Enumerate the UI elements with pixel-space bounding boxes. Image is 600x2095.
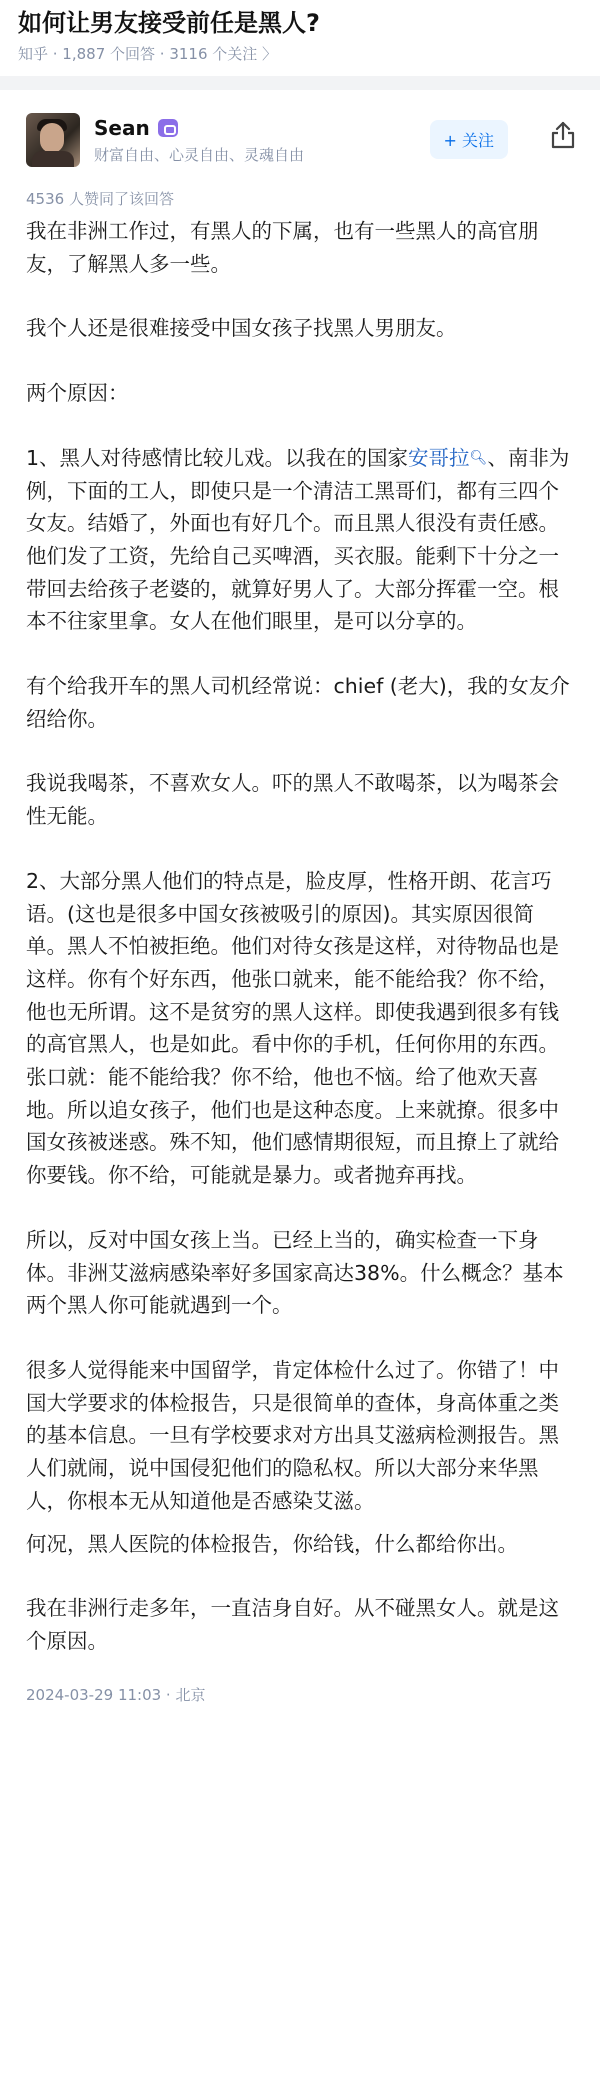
question-title[interactable]: 如何让男友接受前任是黑人?: [18, 9, 320, 37]
author-row: [0, 90, 600, 170]
answer-paragraph: 我在非洲行走多年，一直洁身自好。从不碰黑女人。就是这个原因。: [26, 1596, 559, 1653]
share-icon[interactable]: [550, 120, 576, 150]
question-header: [0, 0, 600, 68]
search-icon[interactable]: 🔍︎: [469, 449, 488, 466]
answer-paragraph: 两个原因：: [26, 381, 129, 406]
answer-paragraph: 我说我喝茶，不喜欢女人。吓的黑人不敢喝茶，以为喝茶会性无能。: [26, 771, 559, 829]
answer-paragraph: 我个人还是很难接受中国女孩子找黑人男朋友。: [26, 316, 457, 341]
agree-count: 4536 人赞同了该回答: [26, 190, 174, 208]
member-badge-icon: [158, 119, 178, 137]
follow-button[interactable]: + 关注: [430, 120, 509, 159]
answer-paragraph: 有个给我开车的黑人司机经常说：chief (老大)，我的女友介绍给你。: [26, 674, 570, 731]
answer-paragraph: 2、大部分黑人他们的特点是，脸皮厚，性格开朗、花言巧语。(这也是很多中国女孩被吸引的原因)。其实原因很简单。黑人不怕被拒绝。他们对待女孩是这样，对待物品也是这样。你有个好东西，他张口就来，能不能给我？你不给，他也无所谓。这不是贫穷的黑人这样。即使我遇到很多有钱的高官黑人，也是如此。看中你的手机，任何你用的东西。张口就：能不能给我？你不给，他也不恼。给了他欢天喜地。所以追女孩子，他们也是这种态度。上来就撩。很多中国女孩被迷惑。殊不知，他们感情期很短，而且撩上了就给你要钱。你不给，可能就是暴力。或者抛弃再找。: [26, 868, 559, 1188]
section-divider: [0, 76, 600, 90]
paragraph-text: 1、黑人对待感情比较儿戏。以我在的国家: [26, 445, 409, 470]
search-link[interactable]: 安哥拉: [408, 445, 470, 470]
answer-content: [0, 209, 600, 1658]
author-name-row: [94, 116, 304, 140]
author-info: [94, 116, 304, 165]
answer-paragraph: 我在非洲工作过，有黑人的下属，也有一些黑人的高官朋友，了解黑人多一些。: [26, 219, 539, 276]
avatar[interactable]: [26, 113, 80, 167]
author-name[interactable]: Sean: [94, 115, 150, 140]
answer-paragraph: 所以，反对中国女孩上当。已经上当的，确实检查一下身体。非洲艾滋病感染率好多国家高达38%。什么概念？基本两个黑人你可能就遇到一个。: [26, 1227, 564, 1318]
answer-date-location: 2024-03-29 11:03 · 北京: [26, 1685, 206, 1704]
answer-paragraph-with-link: [26, 442, 574, 638]
question-meta[interactable]: 知乎 · 1,887 个回答 · 3116 个关注 〉: [18, 45, 278, 63]
answer-paragraph: 很多人觉得能来中国留学，肯定体检什么过了。你错了！中国大学要求的体检报告，只是很简单的查体，身高体重之类的基本信息。一旦有学校要求对方出具艾滋病检测报告。黑人们就闹，说中国侵犯他们的隐私权。所以大部分来华黑人，你根本无从知道他是否感染艾滋。: [26, 1357, 559, 1513]
author-bio: 财富自由、心灵自由、灵魂自由: [94, 145, 305, 164]
answer-paragraph: 何况，黑人医院的体检报告，你给钱，什么都给你出。: [26, 1531, 518, 1556]
paragraph-text: 、南非为例，下面的工人，即使只是一个清洁工黑哥们，都有三四个女友。结婚了，外面也有好几个。而且黑人很没有责任感。他们发了工资，先给自己买啤酒，买衣服。能剩下十分之一带回去给孩子老婆的，就算好男人了。大部分挥霍一空。根本不往家里拿。女人在他们眼里，是可以分享的。: [26, 445, 570, 634]
